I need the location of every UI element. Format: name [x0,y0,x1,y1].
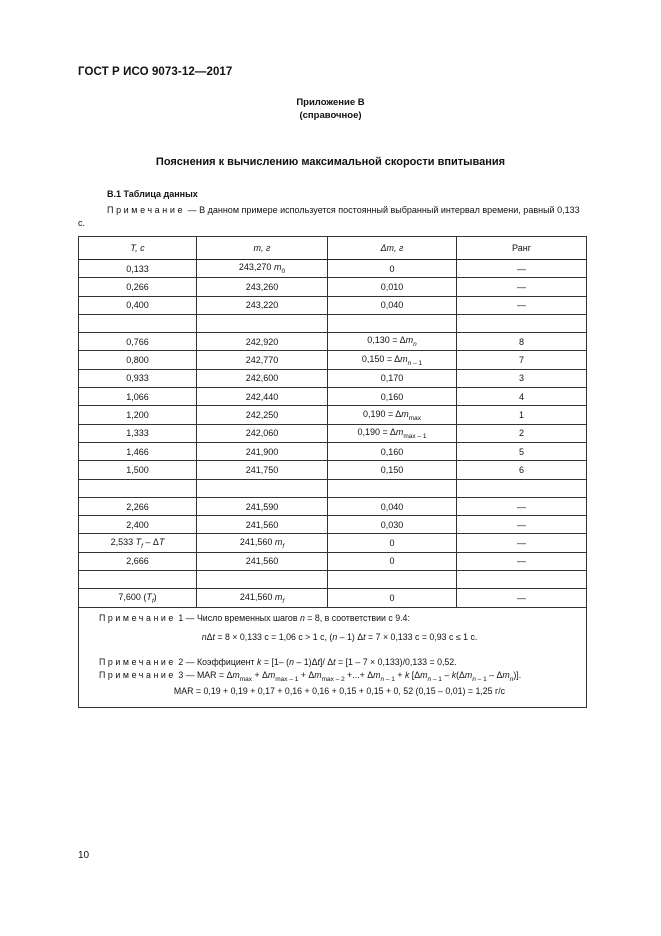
cell-rank: — [457,534,587,552]
header-rank: Ранг [457,237,587,260]
cell-time: 2,266 [79,497,197,515]
table-row [79,278,587,296]
cell-time: 1,500 [79,461,197,479]
table-notes [79,607,587,708]
table-row [79,296,587,314]
table-row [79,534,587,552]
section-title: В.1 Таблица данных [107,189,198,199]
table-row-empty [79,479,587,497]
note-top [78,204,588,230]
table-row-empty [79,571,587,589]
cell-time: 0,800 [79,351,197,369]
table-row [79,260,587,278]
header-delta-mass: Δm, г [328,237,457,260]
cell-time: 0,766 [79,333,197,351]
cell-mass: 242,440 [197,388,328,406]
cell-rank: 8 [457,333,587,351]
table-row [79,369,587,387]
note-1-formula: nΔt = 8 × 0,133 с = 1,06 с > 1 с, (n – 1) Δt = 7 × 0,133 с = 0,93 с ≤ 1 с. [201,631,478,642]
cell-delta: $0,130 = \Delta m_n$ [328,333,457,351]
note-1-label: Примечание [99,612,176,623]
note-label: Примечание [107,205,186,215]
cell-rank: — [457,516,587,534]
cell-mass: 242,060 [197,424,328,442]
cell-mass: 242,600 [197,369,328,387]
note-text: — В данном примере используется постоянный выбранный интервал времени, равный 0,133 с. [78,205,580,228]
cell-rank: 1 [457,406,587,424]
table-row [79,388,587,406]
table-row [79,406,587,424]
cell-mass: 241,560 [197,552,328,570]
table-row [79,333,587,351]
cell-delta: $0,190 = \Delta m_{max}$ [328,406,457,424]
cell-rank: 2 [457,424,587,442]
cell-delta: 0,040 [328,497,457,515]
standard-header: ГОСТ Р ИСО 9073-12—2017 [78,66,233,78]
cell-mass: 241,590 [197,497,328,515]
cell-delta: 0 [328,534,457,552]
cell-time: 2,533 $T_f$ – ΔT [79,534,197,552]
table-header-row [79,237,587,260]
cell-rank: 6 [457,461,587,479]
table-row [79,424,587,442]
table-row-empty [79,314,587,332]
cell-delta: $0,190 = \Delta m_{max - 1}$ [328,424,457,442]
cell-delta: 0,170 [328,369,457,387]
cell-rank: — [457,296,587,314]
cell-time: 2,666 [79,552,197,570]
note-3-formula: MAR = 0,19 + 0,19 + 0,17 + 0,16 + 0,16 + 0,15 + 0,15 + 0, 52 (0,15 – 0,01) = 1,25 г/с [173,686,506,697]
note-2-label: Примечание [99,656,176,667]
cell-rank: — [457,552,587,570]
cell-delta: $0,150 = \Delta m_{n - 1}$ [328,351,457,369]
cell-delta: 0,030 [328,516,457,534]
cell-mass: 243,270 $m_0$ [197,260,328,278]
cell-delta: 0,150 [328,461,457,479]
annex-heading [0,96,661,122]
cell-mass: 241,560 $m_f$ [197,534,328,552]
annex-subtitle: (справочное) [299,110,362,121]
data-table [78,236,587,708]
cell-delta: 0 [328,552,457,570]
cell-mass: 241,900 [197,442,328,460]
cell-time: 2,400 [79,516,197,534]
header-time: T, c [79,237,197,260]
cell-time: 1,066 [79,388,197,406]
page-number: 10 [78,850,90,861]
annex-title: Приложение В [296,97,365,108]
page-title: Пояснения к вычислению максимальной скорости впитывания [155,156,506,168]
cell-mass: 242,920 [197,333,328,351]
table-row [79,497,587,515]
cell-mass: 243,260 [197,278,328,296]
cell-delta: 0,160 [328,388,457,406]
cell-mass: 241,750 [197,461,328,479]
table-row [79,589,587,607]
note-3: Примечание 3 — MAR = $\Delta m_{max} + \Delta m_{max - 1} + \Delta m_{max - 2}$ +...+ $\Delta m_{n - 1} + k$ $[\Delta m_{n - 1} - k(\Delta m_{n - 1} - \Delta m_n)]$. [99,669,522,683]
cell-time: 0,400 [79,296,197,314]
note-2: Примечание 2 — Коэффициент k = [1– (n – 1)Δt]/ Δt = [1 – 7 × 0,133)/0,133 = 0,52. [99,656,457,667]
table-row [79,516,587,534]
table-notes-row [79,607,587,708]
cell-rank: — [457,260,587,278]
cell-time: 1,333 [79,424,197,442]
table-row [79,442,587,460]
cell-rank: — [457,278,587,296]
note-1: Примечание 1 — Число временных шагов n = 8, в соответствии с 9.4: [99,612,410,623]
cell-time: 1,466 [79,442,197,460]
cell-delta: 0,040 [328,296,457,314]
cell-mass: 242,250 [197,406,328,424]
cell-delta: 0,010 [328,278,457,296]
cell-rank: 3 [457,369,587,387]
cell-rank: — [457,497,587,515]
cell-mass: 243,220 [197,296,328,314]
table-row [79,552,587,570]
cell-time: 0,933 [79,369,197,387]
cell-time: 7,600 $(T_f)$ [79,589,197,607]
cell-time: 1,200 [79,406,197,424]
cell-mass: 242,770 [197,351,328,369]
cell-rank: 5 [457,442,587,460]
cell-delta: 0 [328,589,457,607]
cell-rank: 7 [457,351,587,369]
cell-mass: 241,560 [197,516,328,534]
cell-time: 0,133 [79,260,197,278]
cell-rank: 4 [457,388,587,406]
cell-delta: 0 [328,260,457,278]
table-row [79,351,587,369]
cell-mass: 241,560 $m_f$ [197,589,328,607]
header-mass: m, г [197,237,328,260]
note-3-label: Примечание [99,669,176,680]
cell-rank: — [457,589,587,607]
cell-time: 0,266 [79,278,197,296]
table-row [79,461,587,479]
cell-delta: 0,160 [328,442,457,460]
